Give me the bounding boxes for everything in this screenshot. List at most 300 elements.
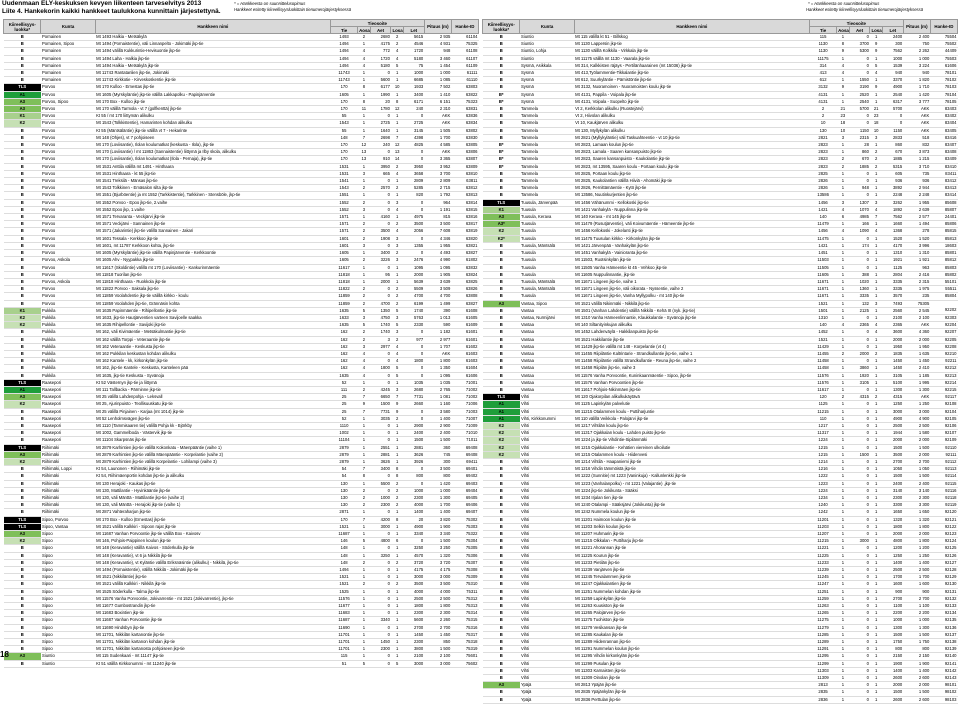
cell-tie: 162 (331, 336, 358, 343)
cell-aosa: 1 (358, 480, 370, 487)
cell-let: 2300 (882, 495, 903, 502)
cell-hanke: Mt 1521 välillä Kalkkiri - Sipoon rajat jkp-tie (95, 523, 330, 530)
cell-kunta: Vantaa (520, 307, 574, 314)
cell-luokka: B (483, 531, 520, 538)
cell-aet: 2300 (370, 502, 391, 509)
cell-hanke: Mt 115 välillä kt 51 - Billskog (574, 34, 809, 41)
cell-aet: 0 (370, 624, 391, 631)
cell-aosa: 2 (358, 257, 370, 264)
cell-id: 92127 (930, 559, 957, 566)
cell-luokka: B (483, 495, 520, 502)
cell-aet: 20 (370, 98, 391, 105)
cell-losa: 2 (391, 495, 403, 502)
cell-luokka: B (4, 610, 41, 617)
cell-kunta: Raasepori (41, 415, 95, 422)
cell-losa: 1 (391, 192, 403, 199)
cell-id: 71001 (451, 379, 478, 386)
col-tieosoite: Tieosoite (331, 20, 425, 27)
cell-pituus: 3 700 (424, 170, 451, 177)
cell-let: 4170 (882, 242, 903, 249)
cell-let: 1095 (403, 264, 424, 271)
cell-pituus: 1 950 (903, 343, 930, 350)
cell-pituus: 3 720 (424, 559, 451, 566)
cell-tie: 1234 (810, 495, 837, 502)
cell-kunta: Ypäjä (520, 689, 574, 696)
cell-luokka: B (483, 70, 520, 77)
cell-aet: 2365 (849, 322, 870, 329)
cell-id: 85807 (930, 206, 957, 213)
cell-losa: 3 (391, 314, 403, 321)
cell-let: 2000 (882, 437, 903, 444)
table-row (483, 538, 958, 545)
cell-aosa: 1 (837, 437, 849, 444)
cell-aosa: 1 (837, 667, 849, 674)
cell-let: 1400 (403, 509, 424, 516)
cell-losa: 1 (870, 250, 882, 257)
cell-tie: 2835 (810, 689, 837, 696)
cell-losa: 1 (870, 552, 882, 559)
cell-let: 1000 (403, 487, 424, 494)
cell-hanke: Mt 11104 Skarpsnäs jkp-tie (95, 437, 330, 444)
cell-aosa: 7 (358, 134, 370, 141)
cell-id: 69405 (451, 495, 478, 502)
cell-kunta: Porvoo (41, 206, 95, 213)
cell-pituus: 1 400 (424, 509, 451, 516)
cell-hanke: Mt 1552 Porvoo - Epoo jkp-tie, 2.vaihe (95, 199, 330, 206)
cell-kunta: Tammela (520, 163, 574, 170)
cell-luokka: B (483, 77, 520, 84)
cell-id: 69411 (451, 458, 478, 465)
cell-kunta: Vihti (520, 559, 574, 566)
cell-id: 69408 (451, 451, 478, 458)
cell-aet: 3335 (849, 293, 870, 300)
cell-losa: 1 (391, 610, 403, 617)
cell-hanke: Mt 11701, Nikkilän kartanosta pohjoiseen jkp-tie (95, 646, 330, 653)
cell-id: 61606 (451, 372, 478, 379)
cell-luokka: B (483, 293, 520, 300)
cell-luokka: B (4, 127, 41, 134)
cell-hanke: Mt 11458 Riipilän jkp-tie, vaihe 3 (574, 365, 809, 372)
cell-aosa: 3 (837, 199, 849, 206)
cell-losa: 5 (870, 62, 882, 69)
cell-luokka: B* (483, 163, 520, 170)
table-row (4, 466, 479, 473)
table-row (4, 430, 479, 437)
cell-luokka: B (4, 437, 41, 444)
cell-hanke: Mt 11822 Porvoo - Saksala jkp-tie (95, 286, 330, 293)
cell-luokka: B (483, 336, 520, 343)
cell-aet: 166 (849, 221, 870, 228)
cell-id: 83407 (930, 142, 957, 149)
cell-hanke: Mt 1130 välillä Kolkkila - Virkkala jkp-tie (574, 48, 809, 55)
cell-luokka: B (4, 293, 41, 300)
cell-kunta: Pornainen (41, 34, 95, 41)
table-row (483, 394, 958, 401)
cell-luokka: B (483, 545, 520, 552)
cell-luokka: B (483, 286, 520, 293)
cell-hanke: Mt 4131, Voipala - Suopelto jkp-tie (574, 98, 809, 105)
cell-hanke: Mt 11479 (Rusutjärventie), väli Koivumäentie - Hämeentie jkp-tie (574, 221, 809, 228)
cell-tie: 2826 (810, 185, 837, 192)
cell-kunta: Sipoo, Porvoo (41, 516, 95, 523)
cell-let: 1500 (882, 444, 903, 451)
table-row (483, 660, 958, 667)
cell-tie: 1456 (810, 228, 837, 235)
cell-aet: 2570 (370, 185, 391, 192)
cell-hanke: Mt 11295 Vihdin kirkonkylän jkp-tie (574, 653, 809, 660)
cell-kunta: Vihti (520, 495, 574, 502)
cell-aet: 4200 (370, 516, 391, 523)
table-row (483, 314, 958, 321)
cell-aosa: 21 (837, 106, 849, 113)
table-row (4, 170, 479, 177)
cell-aosa: 3 (837, 134, 849, 141)
cell-luokka: B (483, 192, 520, 199)
cell-tie: 11265 (810, 610, 837, 617)
cell-losa: 1 (870, 523, 882, 530)
cell-hanke: Mt 1601 Tessala - Kerkkoo jkp-tie (95, 235, 330, 242)
cell-kunta: Vantaa, Nurmijärvi (520, 314, 574, 321)
cell-tie: 1223 (810, 480, 837, 487)
cell-aet: 0 (849, 401, 870, 408)
cell-let: 900 (882, 588, 903, 595)
cell-losa: 1 (870, 278, 882, 285)
cell-hanke: Mt 1421 Järvenpää - Vanhakylän jkp-tie (574, 242, 809, 249)
cell-pituus: 1 095 (424, 372, 451, 379)
cell-hanke: Vt 10, Kaukjärven alikulku (574, 120, 809, 127)
cell-luokka: B (4, 480, 41, 487)
cell-let: 3500 (403, 221, 424, 228)
cell-hanke: Mt 2826, Pernittämäentie - Kytö jkp-tie (574, 185, 809, 192)
cell-luokka: B (4, 502, 41, 509)
cell-aosa: 7 (358, 408, 370, 415)
cell-aosa: 6 (837, 214, 849, 221)
cell-tie: 11263 (810, 603, 837, 610)
cell-luokka: A3 (4, 106, 41, 113)
cell-id: 75302 (451, 516, 478, 523)
col-hanke: Hankkeen nimi (574, 20, 809, 34)
cell-aosa: 4 (837, 62, 849, 69)
cell-luokka: K2 (4, 458, 41, 465)
cell-kunta: Ypäjä (520, 682, 574, 689)
cell-id: 63816 (451, 214, 478, 221)
cell-luokka: TLS (483, 199, 520, 206)
cell-losa: 1 (870, 451, 882, 458)
cell-aosa: 1 (358, 379, 370, 386)
cell-kunta: Vihti, Kirkkonummi (520, 415, 574, 422)
cell-aosa: 1 (358, 444, 370, 451)
table-row (4, 639, 479, 646)
col-let: Let (403, 27, 424, 34)
cell-hanke: Mt 11743 Kirkkotie - Kirveskoskentie jkp-tie (95, 77, 330, 84)
cell-kunta: Sipoo (41, 639, 95, 646)
cell-hanke: Mt 1130 Lappersin jkp-tie (574, 41, 809, 48)
cell-aosa: 1 (358, 250, 370, 257)
cell-aet: 1780 (370, 106, 391, 113)
cell-let: 0 (403, 466, 424, 473)
cell-hanke: Mt 148 (Keravantie), vt Kyläntie välillä Eriksnäsintie (alikulku) - Nikkilä, jkp-tie (95, 559, 330, 566)
cell-luokka: B (483, 372, 520, 379)
table-row (483, 199, 958, 206)
cell-hanke: Mt 1214 Vihtilä - Haapaniemi jkp-tie (574, 458, 809, 465)
col-pituus: Pituus (m) (424, 20, 451, 34)
cell-let: 1921 (882, 257, 903, 264)
cell-hanke: Mt 11690 Hindsbyn jkp-tie (95, 624, 330, 631)
cell-aet: 3035 (370, 415, 391, 422)
cell-luokka: B (483, 314, 520, 321)
table-row (483, 192, 958, 199)
cell-let: 1500 (882, 631, 903, 638)
cell-let: 3800 (403, 646, 424, 653)
cell-tie: 170 (331, 149, 358, 156)
cell-kunta: Siuntio (520, 55, 574, 62)
cell-hanke: Mt 1451 Vanhakylä - Vainioranta jkp-tie (574, 250, 809, 257)
cell-pituus: 750 (903, 41, 930, 48)
cell-luokka: B (4, 250, 41, 257)
cell-aet: 5700 (849, 106, 870, 113)
cell-luokka: B (483, 185, 520, 192)
cell-let: 5315 (882, 163, 903, 170)
cell-tie: 11303 (810, 667, 837, 674)
cell-losa: 4 (391, 350, 403, 357)
cell-luokka: B (4, 278, 41, 285)
cell-losa: 1 (391, 531, 403, 538)
cell-tie: 120 (810, 394, 837, 401)
cell-aosa: 1 (837, 538, 849, 545)
cell-hanke: Mt 11605 Nuppulinnantie, jkp-tie (574, 271, 809, 278)
cell-aet: 0 (849, 646, 870, 653)
cell-pituus: 390 (424, 307, 451, 314)
table-row (483, 62, 958, 69)
cell-losa: 4 (870, 206, 882, 213)
cell-let: 2100 (403, 653, 424, 660)
cell-losa: 9 (391, 408, 403, 415)
table-row (483, 603, 958, 610)
cell-kunta: Riihimäki (41, 509, 95, 516)
cell-luokka: B (4, 214, 41, 221)
cell-tie: 11279 (810, 624, 837, 631)
cell-aosa: 10 (837, 127, 849, 134)
cell-aosa: 1 (837, 178, 849, 185)
cell-hanke: Mt 11225 Kourun jkp-tie (574, 552, 809, 559)
cell-aosa: 2 (358, 293, 370, 300)
cell-aosa: 1 (837, 336, 849, 343)
cell-losa: 2 (391, 480, 403, 487)
cell-luokka: B (4, 552, 41, 559)
table-row (4, 509, 479, 516)
cell-kunta: Riihimäki, Loppi (41, 466, 95, 473)
col-kunta: Kunta (520, 20, 574, 34)
cell-aosa: 4 (837, 206, 849, 213)
cell-tie: 1552 (331, 199, 358, 206)
cell-aosa: 1 (837, 170, 849, 177)
cell-aet: 0 (849, 192, 870, 199)
cell-pituus: 2 100 (424, 653, 451, 660)
cell-aet: 0 (849, 502, 870, 509)
cell-aet: 4245 (370, 386, 391, 393)
cell-kunta: Vihti (520, 552, 574, 559)
cell-losa: 7 (870, 214, 882, 221)
cell-aet: 0 (849, 422, 870, 429)
cell-aet: 0 (849, 595, 870, 602)
cell-kunta: Pukkila (41, 350, 95, 357)
cell-kunta: Porvoo (41, 271, 95, 278)
cell-aosa: 1 (358, 552, 370, 559)
cell-id: 63830 (451, 134, 478, 141)
cell-luokka: B* (483, 91, 520, 98)
cell-id: 78102 (930, 77, 957, 84)
cell-luokka: B (483, 250, 520, 257)
cell-pituus: 1 900 (424, 523, 451, 530)
cell-let: 0 (403, 538, 424, 545)
cell-pituus: 3 777 (903, 98, 930, 105)
cell-let: 240 (403, 106, 424, 113)
cell-aet: 4750 (370, 314, 391, 321)
table-row (483, 667, 958, 674)
cell-kunta: Vihti (520, 516, 574, 523)
cell-pituus: 2 809 (424, 178, 451, 185)
cell-hanke: Mt 1521 välillä Kalkkiri - Nikkilä jkp-tie (95, 581, 330, 588)
cell-aet: 0 (849, 314, 870, 321)
cell-aet: 0 (849, 408, 870, 415)
cell-hanke: Mt 148 (Ohjes), vt 7 pohjoiseen (95, 134, 330, 141)
cell-tie: 11291 (810, 646, 837, 653)
cell-aosa: 1 (837, 264, 849, 271)
cell-id: 85804 (930, 293, 957, 300)
table-row (483, 34, 958, 41)
table-row (4, 567, 479, 574)
cell-pituus: 1 750 (903, 639, 930, 646)
cell-hanke: Mt 140 Kerava - mt 145 jkp-tie (574, 214, 809, 221)
cell-aet: 0 (849, 444, 870, 451)
cell-tie: 1605 (331, 91, 358, 98)
cell-let: 3300 (882, 502, 903, 509)
cell-aosa: 1 (837, 480, 849, 487)
cell-tie: 1635 (331, 322, 358, 329)
cell-kunta: Vihti (520, 617, 574, 624)
cell-tie: 11701 (331, 631, 358, 638)
cell-pituus: 1 400 (903, 667, 930, 674)
cell-aet: 0 (370, 574, 391, 581)
cell-aet: 0 (849, 689, 870, 696)
cell-kunta: Tammela (520, 185, 574, 192)
cell-pituus: 1 050 (903, 466, 930, 473)
cell-losa: 1 (391, 278, 403, 285)
cell-pituus: 2 500 (903, 422, 930, 429)
cell-luokka: TLS (483, 394, 520, 401)
cell-luokka: B (483, 242, 520, 249)
table-row (4, 127, 479, 134)
cell-losa: 1 (870, 473, 882, 480)
cell-tie: 55 (331, 113, 358, 120)
cell-aet: 0 (849, 603, 870, 610)
cell-tie: 25 (331, 408, 358, 415)
cell-luokka: B (483, 610, 520, 617)
table-row (4, 603, 479, 610)
table-row (4, 206, 479, 213)
cell-luokka: B (483, 617, 520, 624)
cell-hanke: Mt 1222 (Sunnitie) mt 1223 (Vaninkuja) - Kallunlenkki jkp-tie (574, 473, 809, 480)
table-row (483, 559, 958, 566)
cell-kunta: Vihti (520, 545, 574, 552)
cell-losa: 1 (870, 660, 882, 667)
cell-hanke: Mt 130, Myllykylän alikulku (574, 127, 809, 134)
cell-luokka: K1 (4, 307, 41, 314)
cell-hanke: Mt 1224 jkp-tie Jokikunta - Sääksi (574, 487, 809, 494)
cell-aosa: 1 (837, 307, 849, 314)
cell-kunta: Vantaa (520, 365, 574, 372)
cell-id: 63827 (451, 300, 478, 307)
cell-aosa: 1 (837, 444, 849, 451)
cell-pituus: 1 792 (424, 192, 451, 199)
cell-id: 63832 (451, 264, 478, 271)
cell-hanke: Mt 1215 Ojakkalantie - Kehätien viereinen ulkoilutie (574, 444, 809, 451)
cell-hanke: Mt 1240 Otalampi - Sääksjärvi (Jokikunta) jkp-tie (574, 502, 809, 509)
cell-pituus: 745 (424, 451, 451, 458)
cell-kunta: Vihti (520, 531, 574, 538)
cell-aet: 0 (849, 358, 870, 365)
cell-pituus: 1 800 (903, 538, 930, 545)
cell-losa: 4 (870, 329, 882, 336)
cell-losa: 4 (391, 358, 403, 365)
cell-luokka: A1 (483, 401, 520, 408)
cell-aosa: 1 (837, 567, 849, 574)
cell-tie: 314 (810, 62, 837, 69)
cell-let: 3370 (882, 77, 903, 84)
table-row (483, 458, 958, 465)
cell-let: 1500 (403, 437, 424, 444)
cell-let: 1900 (882, 660, 903, 667)
cell-tie: 148 (331, 545, 358, 552)
cell-luokka: A3* (483, 221, 520, 228)
cell-losa: 1 (870, 170, 882, 177)
cell-aosa: 1 (358, 451, 370, 458)
table-row (483, 595, 958, 602)
cell-aosa: 1 (837, 142, 849, 149)
cell-let: 5600 (403, 617, 424, 624)
table-row (483, 617, 958, 624)
cell-hanke: Mt 11289 Hiidenrannan jkp-tie (574, 639, 809, 646)
cell-hanke: Mt 11203 Selkin koulun jkp-tie (574, 523, 809, 530)
cell-id: 61605 (451, 314, 478, 321)
cell-hanke: Mt 13586, Nuutinkurjentien jkp-tie (574, 192, 809, 199)
cell-losa: 1 (391, 444, 403, 451)
cell-tie: 25 (331, 401, 358, 408)
cell-losa: 1 (391, 422, 403, 429)
cell-pituus: 2 639 (903, 206, 930, 213)
table-row (483, 451, 958, 458)
cell-let: 2540 (882, 91, 903, 98)
cell-losa: 14 (391, 156, 403, 163)
cell-aosa: 1 (358, 523, 370, 530)
table-row (483, 336, 958, 343)
table-row (483, 422, 958, 429)
cell-hanke: Mt 11677 Gumbostrandin jkp-tie (95, 603, 330, 610)
cell-hanke: Mt 1541 Treksilä - Mänsas jkp-tie (95, 178, 330, 185)
cell-tie: 2823 (810, 163, 837, 170)
cell-id: 75316 (451, 624, 478, 631)
cell-aosa: 1 (837, 314, 849, 321)
cell-id: 92207 (930, 329, 957, 336)
cell-pituus: 963 (903, 264, 930, 271)
cell-hanke: Mt 1125 Lapinkylän palvelutie (574, 401, 809, 408)
cell-id: 92111 (930, 451, 957, 458)
cell-aet: 1885 (849, 163, 870, 170)
cell-aet: 0 (370, 531, 391, 538)
cell-let: 5509 (403, 286, 424, 293)
cell-let: 860 (882, 142, 903, 149)
cell-pituus: 1 995 (903, 379, 930, 386)
